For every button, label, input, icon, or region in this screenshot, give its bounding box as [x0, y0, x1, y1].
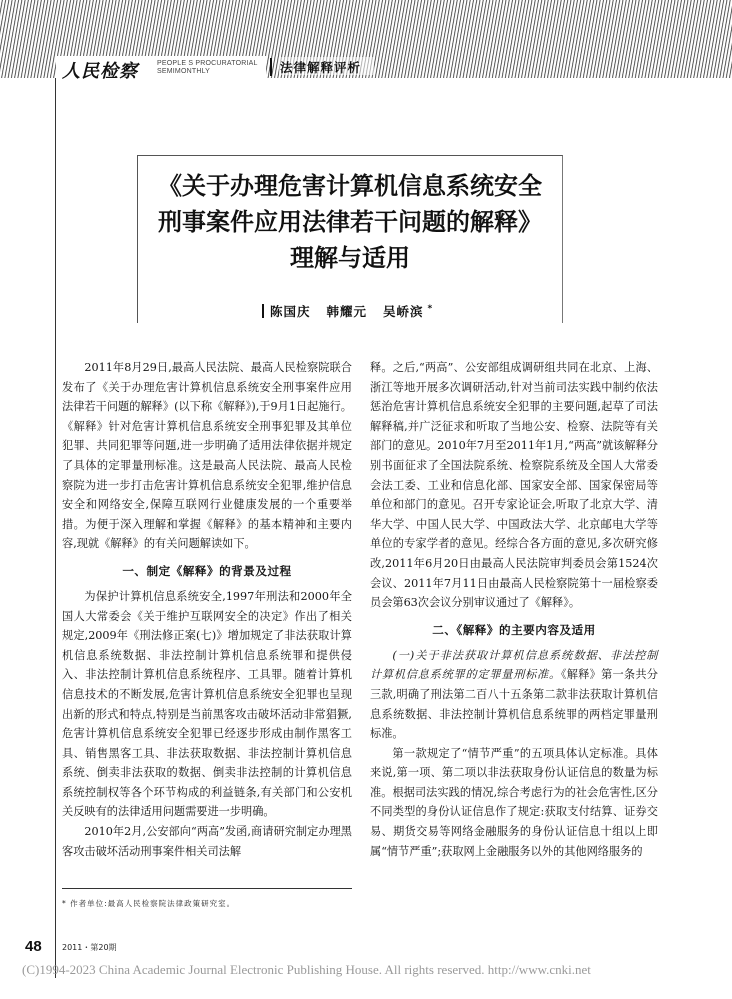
title-line-2: 刑事案件应用法律若干问题的解释》 — [158, 207, 542, 236]
journal-logo-en — [157, 60, 258, 76]
left-column — [62, 358, 352, 861]
paragraph-process-continued: 释。之后,“两高”、公安部组成调研组共同在北京、上海、浙江等地开展多次调研活动,针对当前司法实践中制约依法惩治危害计算机信息系统安全犯罪的主要问题,起草了司法解释稿,并广泛征求和听取了当地公安、检察、法院等有关部门的意见。2010年7月至2011年1月,“两高”就该解释分别书面征求了全国法院系统、检察院系统及全国人大常委会法工委、工业和信息化部、国家安全部、国家保密局等单位和部门的意见。召开专家论证会,听取了北京大学、清华大学、中国人民大学、中国政法大学、北京邮电大学等单位的专家学者的意见。经综合各方面的意见,多次研究修改,2011年6月20日由最高人民法院审判委员会第1524次会议、2011年7月11日由最高人民检察院第十一届检察委员会第63次会议分别审议通过了《解释》。 — [370, 361, 658, 610]
author-name: 陈国庆 — [270, 304, 311, 319]
author-name: 韩耀元 — [326, 304, 368, 319]
section-heading-1: 一、制定《解释》的背景及过程 — [122, 563, 292, 578]
paragraph-clause-1: 第一款规定了“情节严重”的五项具体认定标准。具体来说,第一项、第二项以非法获取身份认证信息的数量为标准。根据司法实践的情况,综合考虑行为的社会危害性,区分不同类型的身份认证信息作了规定:获取支付结算、证券交易、期货交易等网络金融服务的身份认证信息十组以上即属“情节严重”;获取网上金融服务以外的其他网络服务的 — [370, 746, 658, 858]
left-margin-rule — [55, 78, 56, 978]
subsection-body: 《解释》第一条共分三款,明确了刑法第二百八十五条第二款非法获取计算机信息系统数据、非法控制计算机信息系统罪的两档定罪量刑标准。 — [370, 668, 658, 741]
journal-logo-cn: 人民检察 — [62, 61, 138, 82]
author-affiliation-footnote: * 作者单位:最高人民检察院法律政策研究室。 — [62, 899, 236, 908]
paragraph-intro: 2011年8月29日,最高人民法院、最高人民检察院联合发布了《关于办理危害计算机信息系统安全刑事案件应用法律若干问题的解释》(以下称《解释》),于9月1日起施行。《解释》针对危害计算机信息系统安全刑事犯罪及其单位犯罪、共同犯罪等问题,进一步明确了适用法律依据并规定了具体的定罪量刑标准。这是最高人民法院、最高人民检察院为进一步打击危害计算机信息系统安全犯罪,维护信息安全和网络安全,保障互联网行业健康发展的一个重要举措。为便于深入理解和掌握《解释》的基本精神和主要内容,现就《解释》的有关问题解读如下。 — [62, 361, 352, 551]
section-heading-2: 二、《解释》的主要内容及适用 — [432, 622, 596, 637]
paragraph-subsection-1 — [370, 646, 658, 744]
copyright-notice: (C)1994-2023 China Academic Journal Electronic Publishing House. All rights reserved. http://www.cnki.net — [22, 962, 591, 977]
author-list — [262, 302, 432, 320]
journal-en-line2: SEMIMONTHLY — [157, 68, 211, 75]
footnote-rule — [62, 888, 352, 889]
title-line-1: 《关于办理危害计算机信息系统安全 — [158, 171, 542, 200]
author-footnote-marker: * — [427, 303, 433, 314]
subsection-lead: (一)关于非法获取计算机信息系统数据、非法控制计算机信息系统罪的定罪量刑标准。 — [370, 648, 658, 682]
title-line-3: 理解与适用 — [290, 243, 410, 272]
author-bar — [262, 304, 264, 318]
journal-en-line1: PEOPLE S PROCURATORIAL — [157, 60, 258, 67]
paragraph-process: 2010年2月,公安部向“两高”发函,商请研究制定办理黑客攻击破坏活动刑事案件相关司法解 — [62, 825, 352, 858]
author-name: 吴峤滨 — [383, 304, 424, 319]
right-column — [370, 358, 658, 861]
paragraph-background: 为保护计算机信息系统安全,1997年刑法和2000年全国人大常委会《关于维护互联网安全的决定》作出了相关规定,2009年《刑法修正案(七)》增加规定了非法获取计算机信息系统数据、非法控制计算机信息系统罪和提供侵入、非法控制计算机信息系统程序、工具罪。随着计算机信息技术的不断发展,危害计算机信息系统安全犯罪也呈现出新的形式和特点,特别是当前黑客攻击破坏活动非常猖獗,危害计算机信息系统安全犯罪已经逐步形成由制作黑客工具、销售黑客工具、非法获取数据、非法控制计算机信息系统、倒卖非法获取的数据、倒卖非法控制的计算机信息系统控制权等各个环节构成的利益链条,有关部门和公安机关反映有的法律适用问题需要进一步明确。 — [62, 589, 352, 819]
issue-label: 2011・第20期 — [62, 943, 117, 952]
article-title — [140, 168, 560, 276]
section-tag: 法律解释评析 — [280, 60, 362, 75]
section-divider — [270, 58, 272, 76]
page-number: 48 — [25, 938, 42, 955]
